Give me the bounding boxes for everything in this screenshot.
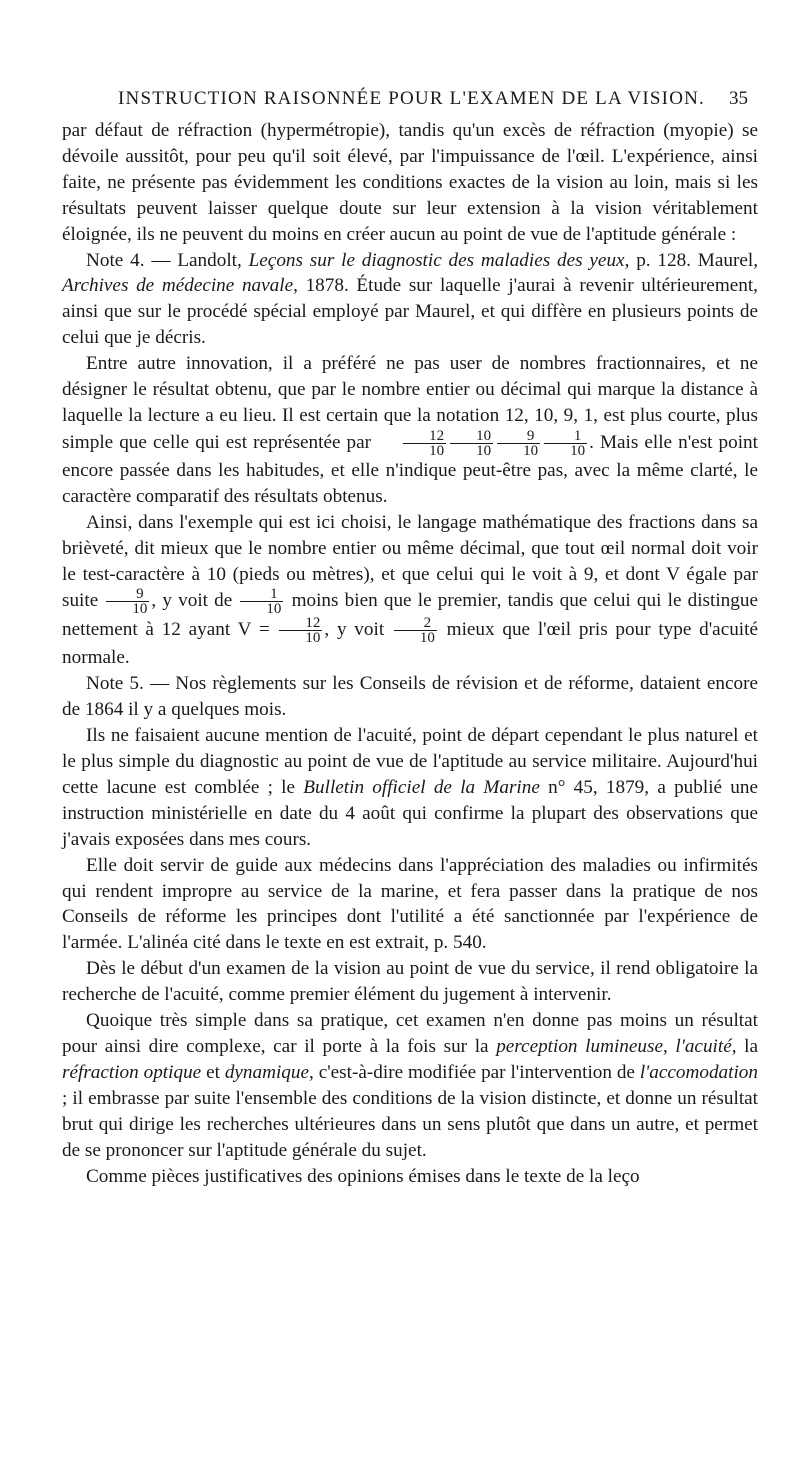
note-4: Note 4. — Landolt, Leçons sur le diagnostic des maladies des yeux, p. 128. Maurel, Archives de médecine navale, 1878. Étude sur laquelle j'aurai à revenir ultérieurement, ainsi que sur le procédé spécial employé par Maurel, et qui diffère en plusieurs points de celui que je décris. — [62, 249, 758, 349]
fraction: $\frac{9}{10}$ — [106, 587, 149, 616]
paragraph: Ils ne faisaient aucune mention de l'acuité, point de départ cependant le plus naturel et le plus simple du diagnostic au point de vue de l'aptitude au service militaire. Aujourd'hui cette lacune est comblée ; le Bulletin officiel de la Marine n° 45, 1879, a publié une instruction ministérielle en date du 4 août qui confirme la plupart des observations que j'avais exposées dans mes cours. — [62, 725, 759, 850]
paragraph: par défaut de réfraction (hypermétropie), tandis qu'un excès de réfraction (myopie) se dévoile aussitôt, pour peu qu'il soit élevé, par l'impuissance de l'œil. L'expérience, ainsi faite, ne présente pas évidemment les conditions exactes de la vision au loin, mais si les résultats peuvent laisser quelque doute sur leur extension à la vision véritablement éloignée, ils ne peuvent du moins en créer aucun au point de vue de l'aptitude générale : — [62, 120, 758, 245]
paragraph: Dès le début d'un examen de la vision au point de vue du service, il rend obligatoire la recherche de l'acuité, comme premier élément du jugement à intervenir. — [62, 958, 758, 1006]
fraction: $\frac{1}{10}$ — [240, 587, 283, 616]
note-5: Note 5. — Nos règlements sur les Conseils de révision et de réforme, dataient encore de 1864 il y a quelques mois. — [62, 673, 758, 721]
fraction: $\frac{12}{10}$ — [403, 429, 446, 458]
fraction: $\frac{2}{10}$ — [394, 616, 437, 645]
paragraph: Elle doit servir de guide aux médecins dans l'appréciation des maladies ou infirmités qui rendent impropre au service de la marine, et fera passer dans la pratique de nos Conseils de réforme les principes dont l'utilité a été sanctionnée par l'expérience de l'armée. L'alinéa cité dans le texte en est extrait, p. 540. — [62, 854, 758, 954]
fraction: $\frac{9}{10}$ — [497, 429, 540, 458]
paragraph: Entre autre innovation, il a préféré ne pas user de nombres fractionnaires, et ne désigner le résultat obtenu, que par le nombre entier ou décimal qui marque la distance à laquelle la lecture a eu lieu. Il est certain que la notation 12, 10, 9, 1, est plus courte, plus simple que celle qui est représentée par $\frac{12}{10}$ $\frac{10}{10}$ $\frac{9}{10}$ $\frac{1}{10}$ . Mais elle n'est point encore passée dans les habitudes, et elle n'indique peut-être pas, avec la même clarté, le caractère comparatif des résultats obtenus. — [62, 353, 758, 507]
citation-title: Leçons sur le diagnostic des maladies des yeux — [248, 249, 625, 271]
citation-title: Bulletin officiel de la Marine — [303, 776, 540, 798]
paragraph: Ainsi, dans l'exemple qui est ici choisi, le langage mathématique des fractions dans sa brièveté, dit mieux que le nombre entier ou même décimal, que tout œil normal doit voir le test-caractère à 10 (pieds ou mètres), et que celui qui le voit à 9, et dont V égale par suite $\frac{9}{10}$ , y voit de $\frac{1}{10}$ moins bien que le premier, tandis que celui qui le distingue nettement à 12 ayant V = $\frac{12}{10}$ , y voit $\frac{2}{10}$ mieux que l'œil pris pour type d'acuité normale. — [62, 511, 758, 669]
citation-title: Archives de médecine navale — [62, 275, 294, 297]
paragraph: Comme pièces justificatives des opinions émises dans le texte de la leço — [86, 1165, 640, 1187]
running-head: INSTRUCTION RAISONNÉE POUR L'EXAMEN DE LA VISION. — [118, 88, 706, 109]
paragraph: Quoique très simple dans sa pratique, cet examen n'en donne pas moins un résultat pour ainsi dire complexe, car il porte à la fois sur la perception lumineuse, l'acuité, la réfraction optique et dynamique, c'est-à-dire modifiée par l'intervention de l'accomodation ; il embrasse par suite l'ensemble des conditions de la vision distincte, et donne un résultat brut qui dirige les recherches ultérieures dans un sens plutôt que dans un autre, et permet de se prononcer sur l'aptitude générale du sujet. — [62, 1010, 759, 1161]
page-header — [62, 88, 748, 114]
fraction: $\frac{12}{10}$ — [279, 616, 322, 645]
fraction: $\frac{10}{10}$ — [450, 429, 493, 458]
body-text — [62, 118, 758, 1189]
page-number: 35 — [729, 88, 748, 109]
fraction-group — [377, 429, 589, 458]
fraction: $\frac{1}{10}$ — [544, 429, 587, 458]
